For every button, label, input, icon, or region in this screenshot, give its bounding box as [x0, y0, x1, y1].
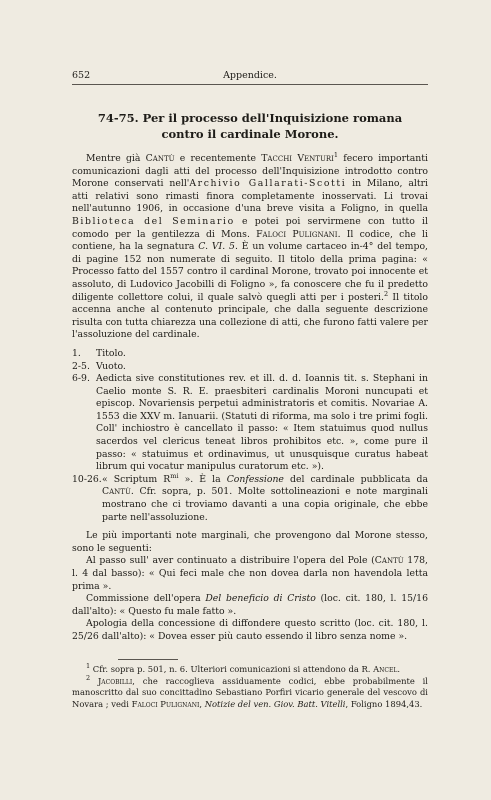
notes-intro-paragraph: Le più importanti note marginali, che provengono dal Morone stesso, sono le seguenti:	[72, 530, 428, 554]
item-text-part: ». È la	[178, 473, 227, 485]
item-text-part: « Scriptum R	[102, 473, 171, 485]
work-title: Notizie del ven. Giov. Batt. Vitelli	[204, 698, 346, 709]
footnote-ref: 1	[333, 150, 339, 159]
section-title	[72, 110, 428, 142]
item-number: 1.	[72, 347, 81, 359]
footnote-text: , che raccoglieva assiduamente codici, ebbe probabilmente il manoscritto dal suo concittadino Sebastiano Porfiri vicario generale del vescovo di Novara ; vedi	[72, 675, 428, 709]
footnote-number: 1	[86, 662, 91, 671]
footnote-rule	[118, 659, 178, 660]
author-name: Faloci Pulignani	[131, 698, 200, 709]
author-name: Cantù	[102, 486, 131, 498]
note-text: 178, l. 4 dal basso): « Qui feci male che non dovea darla non havendola letta prima ».	[72, 555, 428, 592]
intro-text: . È un volume cartaceo in-4° del tempo, di pagine 152 non numerate di seguito. Il titolo della prima pagina: « Processo fatto del 1557 contro il cardinal Morone, trovato poi innocente et assoluto, di Ludovico Jacobilli di Foligno », fa conoscere che fu il predetto diligente collettore colui, il quale salvò quegli atti per i posteri.	[72, 241, 429, 303]
footnote-text: ,	[199, 698, 205, 709]
archive-name: Archivio Gallarati-Scotti	[189, 178, 347, 190]
item-text: Titolo.	[96, 347, 126, 359]
intro-text: e recentemente	[174, 153, 262, 164]
item-text: Vuoto.	[96, 360, 126, 372]
note-text: (loc. cit. 180, l. 15/16 dall'alto): « Questo fu male fatto ».	[72, 593, 428, 617]
item-text	[102, 471, 428, 524]
author-name: Jacobilli	[97, 675, 133, 686]
library-name: Biblioteca del Seminario	[72, 215, 235, 227]
intro-text: e potei poi servirmene con tutto il comodo per la gentilezza di Mons.	[72, 215, 429, 240]
author-name: Cantù	[374, 555, 404, 567]
footnote-ref: 2	[383, 289, 389, 298]
item-number: 10-26.	[72, 473, 102, 485]
note-text: Al passo sull' aver continuato a distribuire l'opera del Pole (	[86, 555, 375, 567]
note-text: Commissione dell'opera	[86, 593, 206, 605]
list-item	[72, 373, 428, 474]
superscript: mi	[170, 471, 179, 480]
item-text-part: . Cfr. sopra, p. 501. Molte sottolineazioni e note marginali mostrano che ci troviamo davanti a una copia originale, che ebbe parte nell'assoluzione.	[102, 486, 428, 523]
footnote-text: .	[397, 664, 401, 674]
footnote-text: , Foligno 1894,43.	[345, 698, 423, 709]
list-item	[72, 471, 428, 524]
person-name: Faloci Pulignani	[256, 228, 338, 240]
section-title-line-2: contro il cardinale Morone.	[161, 127, 339, 141]
intro-text: Il titolo accenna anche al contenuto principale, che dalla seguente descrizione risulta con tutta chiarezza una collezione di atti, che furono fatti valere per l'assoluzione del cardinale.	[72, 291, 429, 341]
work-title: Confessione	[226, 473, 284, 485]
footnote-number: 2	[86, 673, 91, 682]
author-name: R. Ancel	[361, 664, 398, 674]
item-text-part: del cardinale pubblicata da	[283, 473, 428, 485]
intro-text: Mentre già	[86, 153, 146, 164]
intro-text: in Milano, altri atti relativi sono rimasti finora completamente inosservati. Li trovai nell'autunno 1906, in occasione d'una breve visita a Foligno, in quella	[72, 178, 428, 215]
item-number: 2-5.	[72, 360, 90, 372]
header-rule	[72, 84, 428, 85]
footnote-1	[72, 664, 428, 676]
running-title: Appendice.	[223, 70, 277, 81]
item-number: 6-9.	[72, 373, 90, 385]
work-title: Del beneficio di Cristo	[205, 593, 316, 605]
list-item	[72, 361, 428, 374]
note-paragraph	[72, 593, 428, 618]
footnotes	[72, 664, 428, 710]
author-name: Tacchi Venturi	[261, 153, 334, 164]
intro-text: . Il codice, che li contiene, ha la segnatura	[72, 228, 428, 253]
item-text: Aedicta sive constitutiones rev. et ill. d. d. Ioannis tit. s. Stephani in Caelio monte S. R. E. praesbiteri cardinalis Moroni nuncupati et episcop. Novariensis perpetui administratoris et comitis. Novariae A. 1553 die XXV m. Ianuarii. (Statuti di riforma, ma solo i tre primi fogli. Coll' inchiostro è cancellato il passo: « Item statuimus quod nullus sacerdos vel clericus teneat libros prohibitos etc. », come pure il passo: « statuimus et ordinavimus, ut unusquisque curatus habeat librum qui vocatur manipulus curatorum etc. »).	[96, 373, 428, 473]
page-number: 652	[72, 70, 91, 81]
section-title-line-1: 74-75. Per il processo dell'Inquisizione romana	[97, 111, 403, 125]
footnote-text: Cfr. sopra p. 501, n. 6. Ulteriori comunicazioni si attendono da	[90, 664, 362, 674]
author-name: Cantù	[145, 153, 175, 164]
item-list	[72, 348, 428, 524]
intro-text: fecero importanti comunicazioni dagli atti del processo dell'Inquisizione introdotto contro Morone conservati nell'	[72, 153, 428, 190]
shelfmark: C. VI. 5	[198, 241, 235, 253]
main-text	[72, 150, 429, 644]
note-paragraph	[72, 555, 428, 593]
list-item	[72, 348, 428, 361]
note-paragraph: Apologia della concessione di diffondere questo scritto (loc. cit. 180, l. 25/26 dall'alto): « Dovea esser più cauto essendo il libro senza nome ».	[72, 618, 428, 642]
footnote-2	[72, 673, 428, 711]
intro-paragraph	[72, 150, 429, 342]
